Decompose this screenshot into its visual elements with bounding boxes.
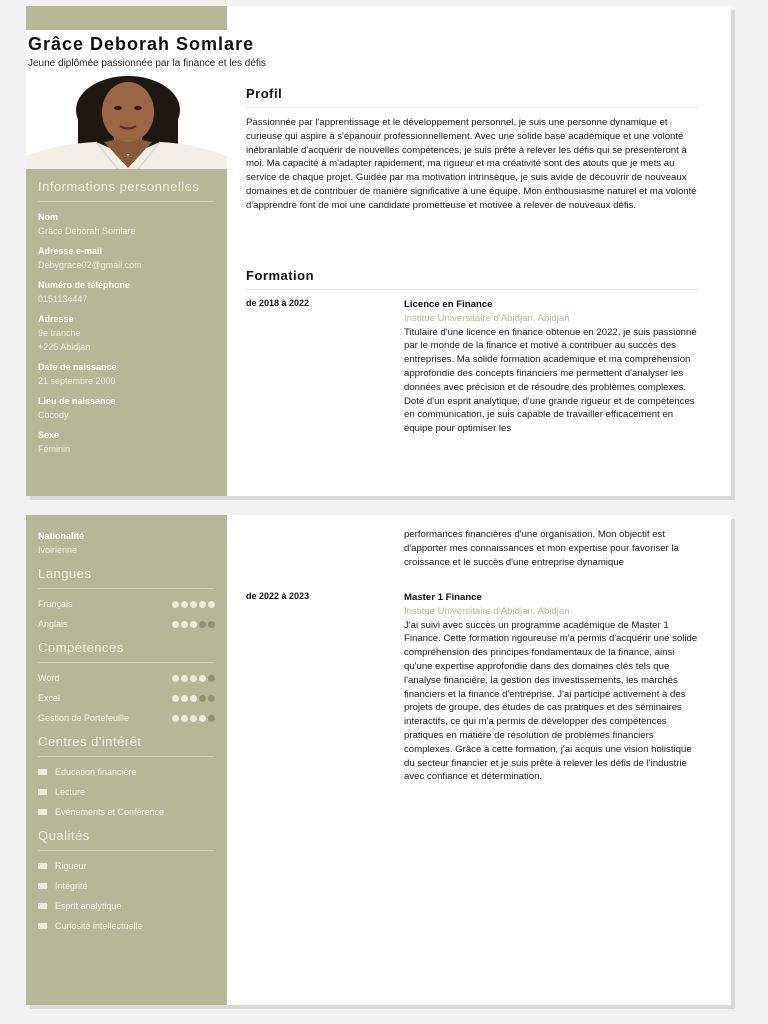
divider <box>38 662 214 663</box>
level-dot-icon <box>190 601 197 608</box>
profile-photo <box>26 76 227 169</box>
qualities-item <box>38 919 215 933</box>
level-dot-icon <box>181 715 188 722</box>
bullet-square-icon <box>38 883 47 889</box>
info-value: 21 septembre 2000 <box>38 376 116 386</box>
education-degree: Master 1 Finance <box>404 592 482 603</box>
divider <box>38 756 214 757</box>
level-rating <box>172 691 215 702</box>
education-title: Formation <box>246 268 315 283</box>
level-dot-icon <box>208 675 215 682</box>
info-label: Numéro de téléphone <box>38 280 131 290</box>
level-dot-icon <box>181 621 188 628</box>
education-dates: de 2018 à 2022 <box>246 298 310 308</box>
languages-name: Français <box>38 599 73 609</box>
level-dot-icon <box>199 621 206 628</box>
qualities-label: Rigueur <box>55 861 87 871</box>
skills-item <box>38 671 215 685</box>
languages-item <box>38 597 215 611</box>
interests-label: Evènements et Conférence <box>55 807 165 817</box>
bullet-square-icon <box>38 863 47 869</box>
level-rating <box>172 711 215 722</box>
languages-list <box>38 597 215 631</box>
education-school: Institue Universitaire d'Abidjan, Abidjan <box>404 605 570 617</box>
level-dot-icon <box>181 695 188 702</box>
bullet-square-icon <box>38 923 47 929</box>
divider <box>38 588 214 589</box>
languages-name: Anglais <box>38 619 68 629</box>
resume-page-1 <box>26 6 731 496</box>
level-dot-icon <box>208 601 215 608</box>
interests-item <box>38 785 215 799</box>
level-dot-icon <box>199 715 206 722</box>
bullet-square-icon <box>38 903 47 909</box>
profile-text: Passionnée par l'apprentissage et le développement personnel, je suis une personne dynamique et curieuse qui aspire à s'épanouir professionnellement. Avec une solide base académique et une volonté inébranlable d'acquérir de nouvelles compétences, je suis prête à relever les défis qui se présenteront à moi. Ma capacité à m'adapter rapidement, ma rigueur et ma créativité sont des atouts que je mets au service de chaque projet. Guidée par ma motivation intrinsèque, je suis avide de découvrir de nouveaux domaines et de contribuer de manière significative à une équipe. Mon enthousiasme naturel et ma volonté d'apprendre font de moi une candidate prometteuse et motivée à relever de nouveaux défis. <box>246 117 697 211</box>
level-dot-icon <box>199 695 206 702</box>
level-dot-icon <box>172 621 179 628</box>
info-label: Lieu de naissance <box>38 396 116 406</box>
education-dates: de 2022 à 2023 <box>246 591 310 601</box>
resume-page-2 <box>26 515 731 1005</box>
info-label: Nom <box>38 212 58 222</box>
level-dot-icon <box>208 695 215 702</box>
education-description: J'ai suivi avec succès un programme académique de Master 1 Finance. Cette formation rigoureuse m'a permis d'acquérir une solide compréhension des principes fondamentaux de la finance, ainsi qu'une expertise approfondie dans des domaines clés tels que l'analyse financière, la gestion des investissements, les marchés financiers et la finance d'entreprise. J'ai participé activement à des projets de groupe, des études de cas pratiques et des séminaires interactifs, ce qui m'a permis de développer des compétences pratiques en matière de résolution de problèmes financiers complexes. Grâce à cette formation, j'ai acquis une vision holistique du secteur financier et je suis prête à relever les défis de l'industrie avec confiance et détermination. <box>404 619 698 783</box>
level-dot-icon <box>190 621 197 628</box>
info-value: Debygrace02@gmail.com <box>38 260 142 270</box>
info-label: Adresse <box>38 314 74 324</box>
qualities-label: Esprit analytique <box>55 901 122 911</box>
education-degree: Licence en Finance <box>404 299 493 310</box>
qualities-label: Intégrité <box>55 881 88 891</box>
info-label: Adresse e-mail <box>38 246 103 256</box>
level-dot-icon <box>181 601 188 608</box>
skills-name: Gestion de Portefeuille <box>38 713 130 723</box>
level-rating <box>172 671 215 682</box>
info-value: Grâce Deborah Somlare <box>38 226 136 236</box>
education-description: Titulaire d'une licence en finance obtenue en 2022, je suis passionné par le monde de la finance et motivé à contribuer au succès des entreprises. Ma solide formation académique et ma compréhension approfondie des concepts financiers me permettent d'analyser les données avec précision et de résoudre des problèmes complexes. Doté d'un esprit analytique, d'une grande rigueur et de compétences en communication, je suis capable de travailler efficacement en équipe pour optimiser les <box>404 326 697 435</box>
languages-title: Langues <box>38 566 92 581</box>
personal-info-list <box>38 210 215 456</box>
info-value: 9e tranche +225 Abidjan <box>38 328 91 352</box>
level-rating <box>172 617 215 628</box>
level-dot-icon <box>199 601 206 608</box>
education-school: Institue Universitaire d'Abidjan, Abidjan <box>404 312 570 324</box>
level-dot-icon <box>208 715 215 722</box>
skills-name: Word <box>38 673 60 683</box>
bullet-square-icon <box>38 789 47 795</box>
bullet-square-icon <box>38 769 47 775</box>
sidebar-page-2 <box>26 515 227 1005</box>
info-value: Cocody <box>38 410 69 420</box>
education-description-continued: performances financières d'une organisation. Mon objectif est d'apporter mes connaissances et mon expertise pour favoriser la croissance et le succès d'une entreprise dynamique <box>404 529 679 568</box>
qualities-item <box>38 859 215 873</box>
level-dot-icon <box>190 695 197 702</box>
interests-label: Education financière <box>55 767 137 777</box>
header-accent-bar <box>26 6 227 30</box>
nationality-value: Ivoirienne <box>38 545 78 555</box>
level-dot-icon <box>181 675 188 682</box>
languages-item <box>38 617 215 631</box>
info-value: 0151134447 <box>38 294 88 304</box>
level-dot-icon <box>190 675 197 682</box>
skills-item <box>38 711 215 725</box>
interests-item <box>38 765 215 779</box>
sidebar-page-1 <box>26 169 227 496</box>
divider <box>38 201 214 202</box>
divider <box>246 107 698 108</box>
qualities-item <box>38 879 215 893</box>
interests-label: Lecture <box>55 787 86 797</box>
info-label: Sexe <box>38 430 60 440</box>
candidate-name: Grâce Deborah Somlare <box>28 34 255 54</box>
skills-title: Compétences <box>38 640 124 655</box>
profile-title: Profil <box>246 86 283 101</box>
skills-name: Excel <box>38 693 61 703</box>
personal-info-title: Informations personnelles <box>38 179 200 194</box>
level-dot-icon <box>172 601 179 608</box>
interests-item <box>38 805 215 819</box>
skills-list <box>38 671 215 725</box>
portrait-illustration <box>26 76 227 169</box>
level-rating <box>172 597 215 608</box>
nationality-label: Nationalité <box>38 531 85 541</box>
skills-item <box>38 691 215 705</box>
qualities-list <box>38 859 215 933</box>
qualities-item <box>38 899 215 913</box>
divider <box>38 850 214 851</box>
info-value: Féminin <box>38 444 71 454</box>
divider <box>246 289 698 290</box>
qualities-label: Curiosité intellectuelle <box>55 921 143 931</box>
level-dot-icon <box>172 715 179 722</box>
candidate-subtitle: Jeune diplômée passionnée par la finance et les défis <box>28 58 266 69</box>
interests-title: Centres d'intérêt <box>38 734 142 749</box>
level-dot-icon <box>172 695 179 702</box>
bullet-square-icon <box>38 809 47 815</box>
level-dot-icon <box>190 715 197 722</box>
qualities-title: Qualités <box>38 828 90 843</box>
level-dot-icon <box>208 621 215 628</box>
info-label: Date de naissance <box>38 362 117 372</box>
level-dot-icon <box>199 675 206 682</box>
level-dot-icon <box>172 675 179 682</box>
interests-list <box>38 765 215 819</box>
